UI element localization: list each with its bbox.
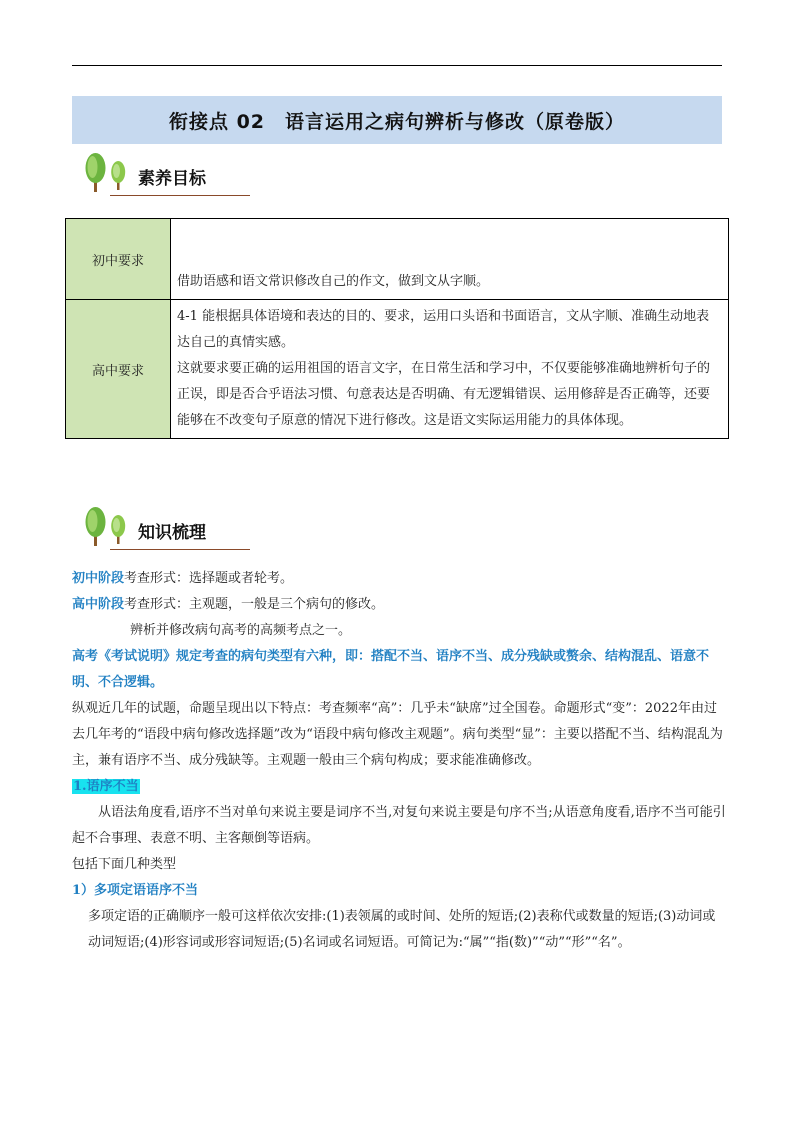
page-title-text: 衔接点 02 语言运用之病句辨析与修改（原卷版） — [168, 110, 626, 133]
row-body-junior — [171, 219, 729, 300]
tree-icon — [80, 152, 132, 194]
section-underline — [110, 549, 250, 550]
subheading-attributive-order: 1）多项定语语序不当 — [72, 883, 199, 898]
section-title-goals: 素养目标 — [138, 169, 206, 189]
row-body-senior — [171, 300, 729, 439]
table-row — [66, 219, 729, 300]
attributive-order-paragraph: 多项定语的正确顺序一般可这样依次安排:(1)表领属的或时间、处所的短语;(2)表称代或数量的短语;(3)动词或动词短语;(4)形容词或形容词短语;(5)名词或名词短语。可简记为:“属”“指(数)”“动”“形”“名”。 — [88, 909, 716, 950]
goals-table — [65, 218, 729, 439]
junior-stage-label: 初中阶段 — [72, 571, 125, 586]
senior-stage-text: 考查形式：主观题，一般是三个病句的修改。 — [124, 597, 385, 612]
junior-stage-line — [72, 566, 727, 592]
section-header-knowledge — [80, 506, 250, 552]
tree-icon — [80, 506, 132, 548]
exam-note: 辨析并修改病句高考的高频考点之一。 — [130, 623, 352, 638]
exam-rule: 高考《考试说明》规定考查的病句类型有六种，即：搭配不当、语序不当、成分残缺或赘余、结构混乱、语意不明、不合逻辑。 — [72, 649, 710, 690]
heading-word-order-text: 1.语序不当 — [73, 779, 139, 794]
section-title-knowledge: 知识梳理 — [138, 523, 206, 543]
table-row — [66, 300, 729, 439]
junior-goal-text: 借助语感和语文常识修改自己的作文，做到文从字顺。 — [177, 274, 490, 289]
heading-word-order — [72, 774, 727, 800]
row-header-junior: 初中要求 — [66, 219, 171, 300]
section-underline — [110, 195, 250, 196]
section-header-goals — [80, 152, 250, 198]
top-rule — [72, 65, 722, 66]
types-intro: 包括下面几种类型 — [72, 857, 177, 872]
senior-stage-line — [72, 592, 727, 618]
senior-goal-line-1: 4-1 能根据具体语境和表达的目的、要求，运用口头语和书面语言，文从字顺、准确生动地表达自己的真情实感。 — [177, 309, 710, 350]
senior-goal-line-2: 这就要求要正确的运用祖国的语言文字，在日常生活和学习中，不仅要能够准确地辨析句子的正误，即是否合乎语法习惯、句意表达是否明确、有无逻辑错误、运用修辞是否正确等，还要能够在不改变句子原意的情况下进行修改。这是语文实际运用能力的具体体现。 — [177, 361, 711, 428]
page-title — [72, 96, 722, 144]
knowledge-content — [72, 566, 727, 956]
word-order-paragraph: 从语法角度看,语序不当对单句来说主要是词序不当,对复句来说主要是句序不当;从语意角度看,语序不当可能引起不合事理、表意不明、主客颠倒等语病。 — [72, 805, 726, 846]
trend-paragraph: 纵观近几年的试题，命题呈现出以下特点：考查频率“高”：几乎未“缺席”过全国卷。命题形式“变”：2022年由过去几年考的“语段中病句修改选择题”改为“语段中病句修改主观题”。病句类型“显”：主要以搭配不当、结构混乱为主，兼有语序不当、成分残缺等。主观题一般由三个病句构成；要求能准确修改。 — [72, 701, 723, 768]
row-header-senior: 高中要求 — [66, 300, 171, 439]
senior-stage-label: 高中阶段 — [72, 597, 125, 612]
junior-stage-text: 考查形式：选择题或者轮考。 — [124, 571, 294, 586]
